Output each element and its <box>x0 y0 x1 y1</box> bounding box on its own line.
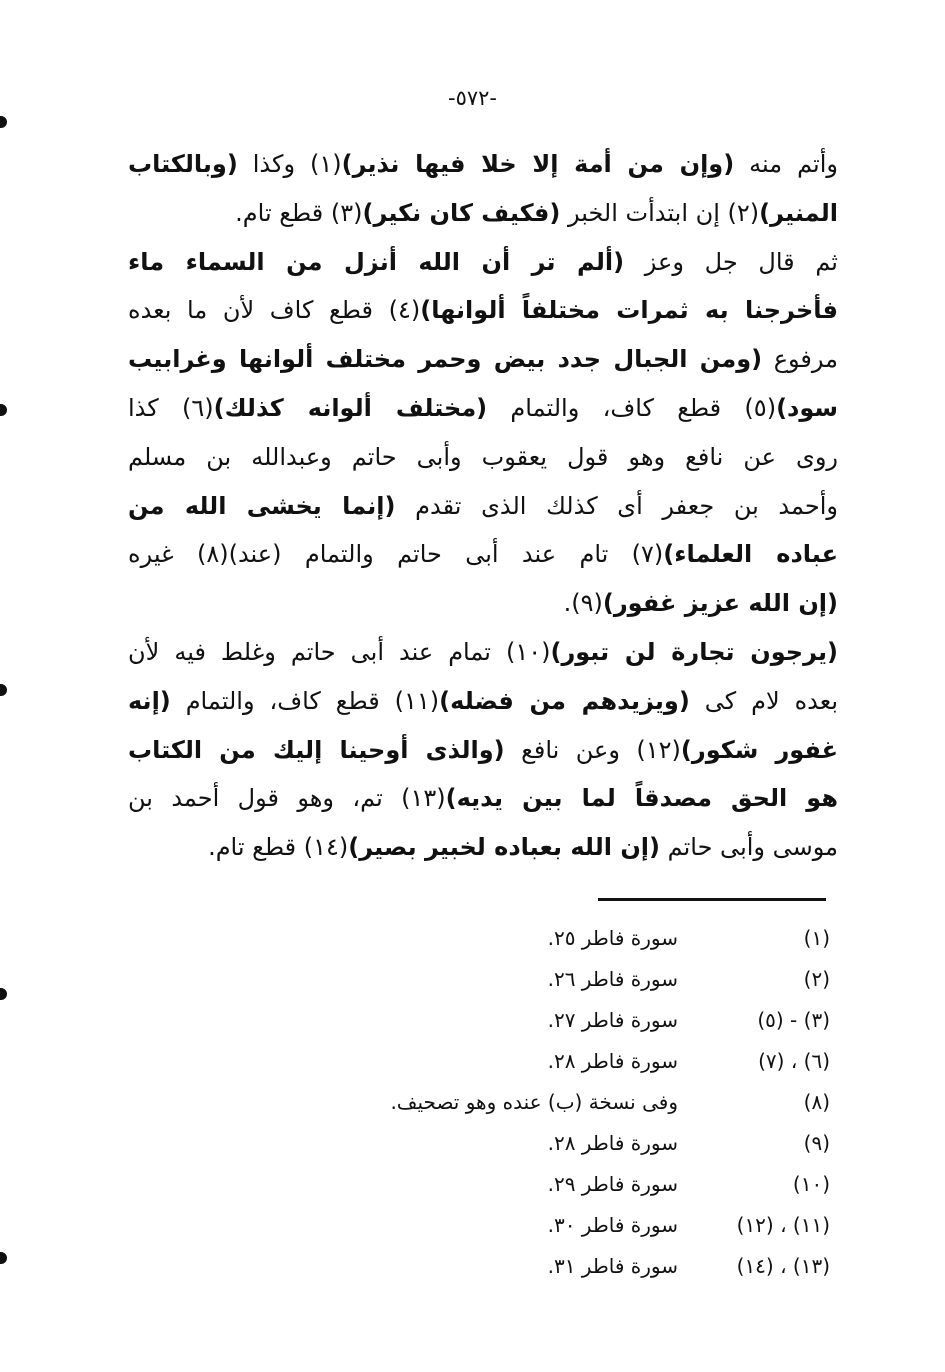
text-line <box>128 628 838 677</box>
quran-quote: (مختلف ألوانه كذلك) <box>213 393 488 422</box>
footnote-number: (٣) - (٥) <box>757 1008 830 1032</box>
text-line <box>128 823 838 872</box>
text-run: وأحمد بن جعفر أى كذلك الذى تقدم <box>395 491 839 520</box>
text-run: روى عن نافع وهو قول يعقوب وأبى حاتم وعبدالله بن مسلم <box>128 442 838 471</box>
footnote-text: سورة فاطر ٢٨. <box>547 1131 678 1155</box>
text-run: (١٤) قطع تام. <box>208 833 349 862</box>
text-line <box>128 677 838 726</box>
text-line <box>128 433 838 482</box>
text-run: (٤) قطع كاف لأن ما بعده <box>128 296 421 325</box>
footnote <box>330 1205 830 1246</box>
quran-quote: (إن الله بعباده لخبير بصير) <box>348 833 660 862</box>
text-run: بعده لام كى <box>689 686 838 715</box>
quran-quote: (ويزيدهم من فضله) <box>439 686 690 715</box>
text-run: (٢) إن ابتدأت الخبر <box>560 198 760 227</box>
main-text <box>128 140 838 872</box>
quran-quote: (إنه <box>128 686 171 715</box>
text-line <box>128 335 838 384</box>
text-line <box>128 482 838 531</box>
footnote <box>330 1123 830 1164</box>
quran-quote: عباده العلماء) <box>663 540 838 569</box>
footnotes <box>330 918 830 1287</box>
footnote-text: سورة فاطر ٢٨. <box>547 1049 678 1073</box>
quran-quote: (والذى أوحينا إليك من الكتاب <box>128 735 505 764</box>
edge-mark <box>0 988 7 1000</box>
footnote <box>330 959 830 1000</box>
text-run: (١٣) تم، وهو قول أحمد بن <box>128 784 446 813</box>
text-run: ثم قال جل وعز <box>624 247 838 276</box>
footnote-text: سورة فاطر ٢٦. <box>547 967 678 991</box>
quran-quote: (فكيف كان نكير) <box>362 198 561 227</box>
text-line <box>128 579 838 628</box>
text-run: (٣) قطع تام. <box>235 198 363 227</box>
edge-mark <box>0 404 7 416</box>
text-line <box>128 189 838 238</box>
text-line <box>128 238 838 287</box>
footnote-text: سورة فاطر ٣٠. <box>547 1213 678 1237</box>
quran-quote: (ومن الجبال جدد بيض وحمر مختلف ألوانها وغرابيب <box>128 345 763 374</box>
footnote-number: (٢) <box>803 967 830 991</box>
text-line <box>128 140 838 189</box>
footnote-number: (٨) <box>803 1090 830 1114</box>
text-line <box>128 726 838 775</box>
edge-mark <box>0 684 7 696</box>
text-line <box>128 530 838 579</box>
footnote-divider <box>598 898 826 901</box>
text-line <box>128 286 838 335</box>
edge-mark <box>0 116 7 128</box>
footnote-text: سورة فاطر ٢٥. <box>547 926 678 950</box>
text-run: (١) وكذا <box>237 150 342 178</box>
quran-quote: (ألم تر أن الله أنزل من السماء ماء <box>128 247 625 276</box>
text-run: (١١) قطع كاف، والتمام <box>170 686 440 715</box>
footnote <box>330 1164 830 1205</box>
footnote-number: (١) <box>803 926 830 950</box>
quran-quote: فأخرجنا به ثمرات مختلفاً ألوانها) <box>420 296 839 325</box>
text-line <box>128 774 838 823</box>
footnote <box>330 1082 830 1123</box>
text-run: موسى وأبى حاتم <box>660 833 838 862</box>
text-run: (٩). <box>563 589 603 618</box>
text-run: مرفوع <box>762 345 839 374</box>
quran-quote: (يرجون تجارة لن تبور) <box>550 637 838 666</box>
footnote-text: سورة فاطر ٣١. <box>547 1254 678 1278</box>
footnote <box>330 918 830 959</box>
text-line <box>128 384 838 433</box>
footnote-number: (١٣) ، (١٤) <box>736 1254 830 1278</box>
footnote-number: (١١) ، (١٢) <box>736 1213 830 1237</box>
page-number: -٥٧٢- <box>448 86 497 110</box>
quran-quote: غفور شكور) <box>680 735 838 764</box>
text-run: (٥) قطع كاف، والتمام <box>487 393 777 422</box>
text-run: (٧) تام عند أبى حاتم والتمام (عند)(٨) غيره <box>128 540 664 569</box>
footnote <box>330 1000 830 1041</box>
text-run: (١٢) وعن نافع <box>504 735 681 764</box>
quran-quote: (وبالكتاب <box>128 150 238 178</box>
quran-quote: سود) <box>776 393 838 422</box>
edge-mark <box>0 1252 7 1264</box>
text-run: (١٠) تمام عند أبى حاتم وغلط فيه لأن <box>128 637 551 666</box>
footnote-number: (١٠) <box>792 1172 830 1196</box>
quran-quote: المنير) <box>759 198 838 227</box>
text-run: (٦) كذا <box>128 393 214 422</box>
quran-quote: (إنما يخشى الله من <box>128 491 396 520</box>
text-run: وأتم منه <box>734 150 838 178</box>
footnote-number: (٩) <box>803 1131 830 1155</box>
quran-quote: (إن الله عزيز غفور) <box>602 589 838 618</box>
quran-quote: هو الحق مصدقاً لما بين يديه) <box>445 784 838 813</box>
footnote-number: (٦) ، (٧) <box>758 1049 830 1073</box>
quran-quote: (وإن من أمة إلا خلا فيها نذير) <box>341 150 735 178</box>
footnote-text: سورة فاطر ٢٧. <box>547 1008 678 1032</box>
footnote-text: سورة فاطر ٢٩. <box>547 1172 678 1196</box>
footnote <box>330 1041 830 1082</box>
footnote <box>330 1246 830 1287</box>
footnote-text: وفى نسخة (ب) عنده وهو تصحيف. <box>390 1090 678 1114</box>
